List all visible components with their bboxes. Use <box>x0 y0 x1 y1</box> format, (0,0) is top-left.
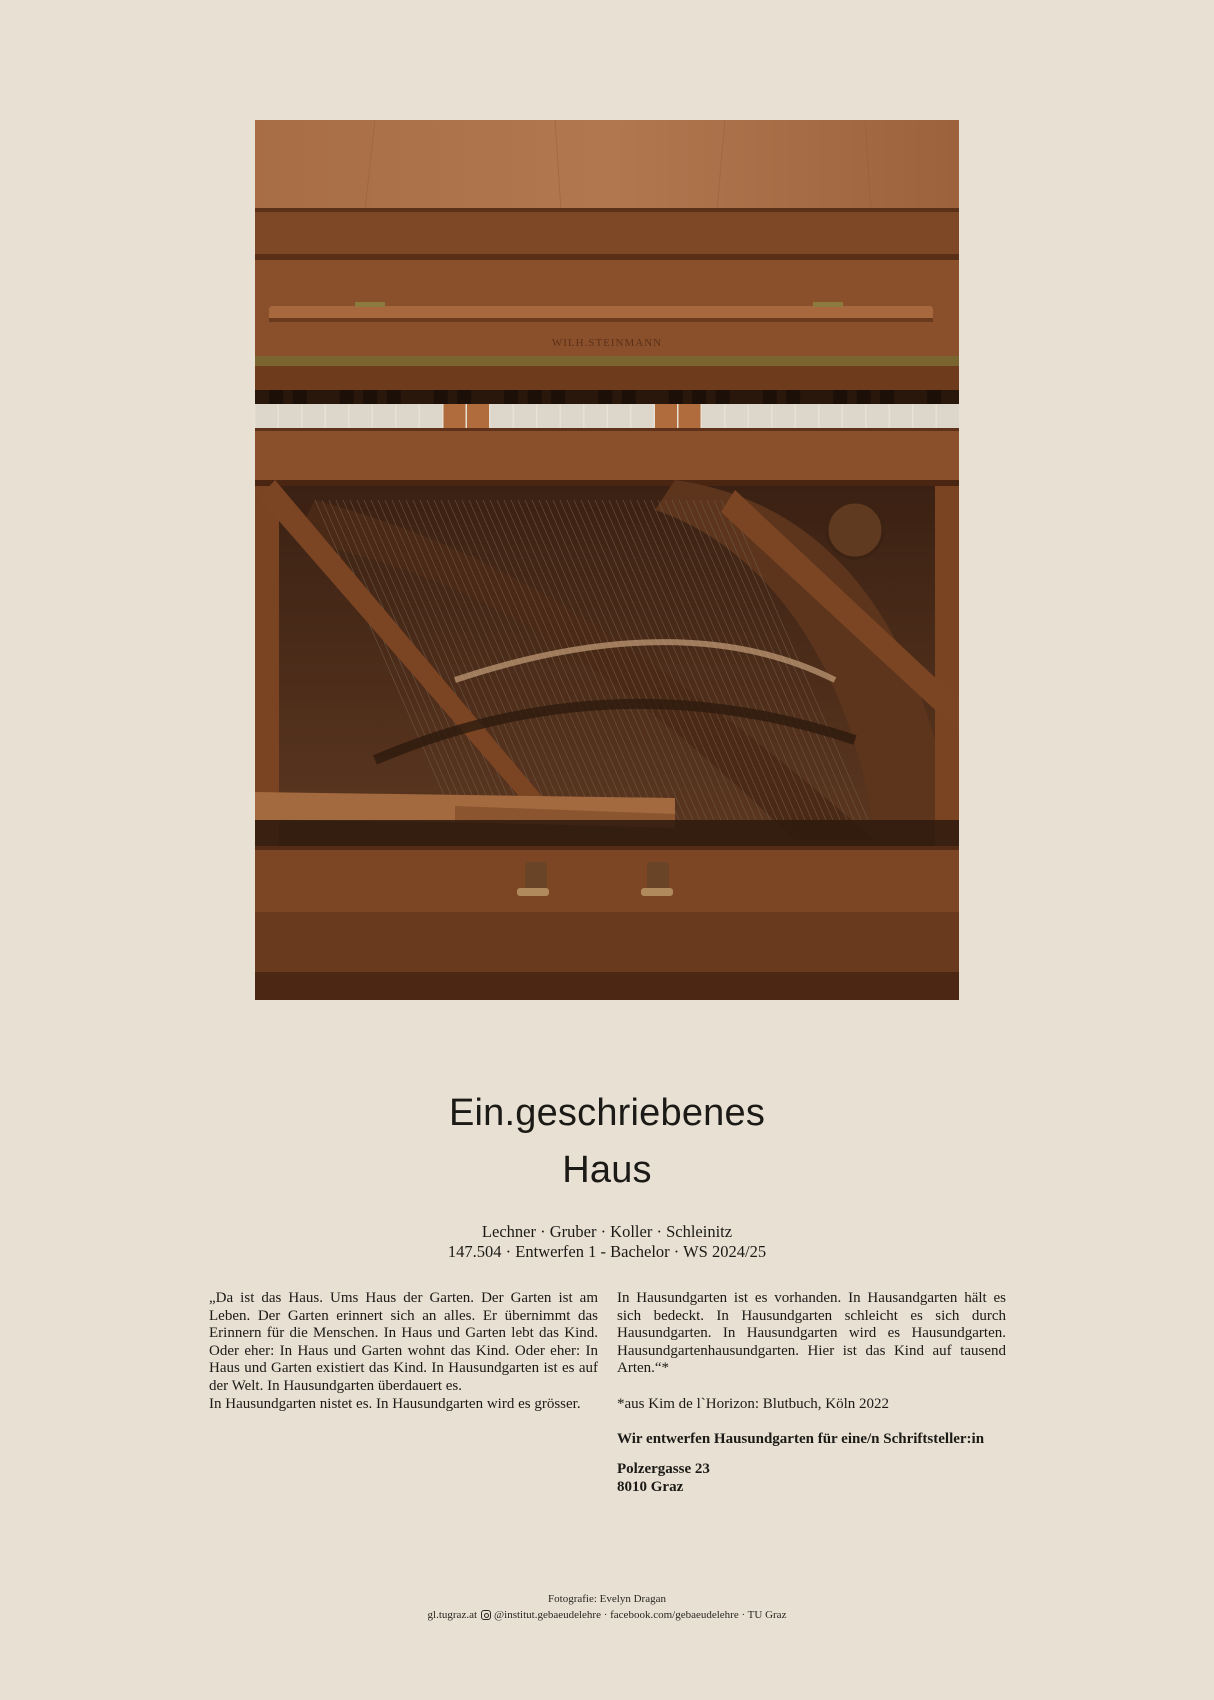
piano-black-key <box>669 390 683 404</box>
title-line-2: Haus <box>562 1149 652 1191</box>
piano-black-key <box>692 390 706 404</box>
piano-photo <box>255 120 959 1000</box>
piano-black-key <box>763 390 777 404</box>
quote-source: *aus Kim de l`Horizon: Blutbuch, Köln 2022 <box>617 1395 890 1412</box>
piano-black-key <box>293 390 307 404</box>
quote-continuation: In Hausundgarten ist es vorhanden. In Hausandgarten hält es sich bedeckt. In Hausundgarten schleicht es sich durch Hausundgarten. In Hausundgarten wird es Hausundgarten. Hausundgartenhausundgarten. Hier ist das Kind auf tausend Arten.“* <box>617 1290 1006 1377</box>
piano-black-key <box>833 390 847 404</box>
piano-key <box>608 404 630 428</box>
piano-black-key <box>857 390 871 404</box>
text-column-left <box>209 1290 598 1413</box>
piano-black-key <box>786 390 800 404</box>
address-street: Polzergasse 23 <box>617 1461 710 1478</box>
piano-key <box>890 404 912 428</box>
piano-key <box>561 404 583 428</box>
social-links[interactable]: @institut.gebaeudelehre · facebook.com/gebaeudelehre · TU Graz <box>494 1609 787 1621</box>
piano-black-key <box>387 390 401 404</box>
piano-key <box>373 404 395 428</box>
piano-black-key <box>880 390 894 404</box>
piano-key <box>843 404 865 428</box>
piano-key <box>702 404 724 428</box>
piano-black-key <box>551 390 565 404</box>
piano-key <box>914 404 936 428</box>
instagram-icon[interactable] <box>481 1610 491 1620</box>
piano-key <box>279 404 301 428</box>
piano-key <box>303 404 325 428</box>
piano-black-key <box>716 390 730 404</box>
title-line-1: Ein.geschriebenes <box>448 1092 766 1134</box>
piano-black-key <box>622 390 636 404</box>
piano-key <box>350 404 372 428</box>
quote-paragraph: „Da ist das Haus. Ums Haus der Garten. Der Garten ist am Leben. Der Garten erinnert sich an alles. Er übernimmt das Erinnern für die Menschen. In Haus und Garten lebt das Kind. Oder eher: In Haus und Garten wohnt das Kind. Oder eher: In Haus und Garten existiert das Kind. In Hausundgarten ist es auf der Welt. In Hausundgarten überdauert es. <box>209 1290 598 1394</box>
piano-black-key <box>269 390 283 404</box>
piano-key <box>420 404 442 428</box>
piano-key <box>679 404 701 428</box>
piano-black-key <box>504 390 518 404</box>
piano-key <box>256 404 278 428</box>
piano-key <box>467 404 489 428</box>
piano-key <box>796 404 818 428</box>
piano-illustration <box>255 120 959 1000</box>
piano-black-key <box>340 390 354 404</box>
piano-key <box>491 404 513 428</box>
quote-last-line: In Hausundgarten nistet es. In Hausundgarten wird es grösser. <box>209 1395 581 1412</box>
piano-key <box>937 404 959 428</box>
piano-key <box>867 404 889 428</box>
address-city: 8010 Graz <box>617 1478 684 1495</box>
piano-key <box>820 404 842 428</box>
piano-key <box>397 404 419 428</box>
course-info: 147.504 · Entwerfen 1 - Bachelor · WS 2024/25 <box>447 1242 767 1261</box>
footer-links <box>0 1608 1214 1623</box>
photo-credit: Fotografie: Evelyn Dragan <box>548 1593 666 1605</box>
piano-key <box>655 404 677 428</box>
brand-label: WILH.STEINMANN <box>551 337 663 349</box>
website-link[interactable]: gl.tugraz.at <box>427 1609 478 1621</box>
piano-black-key <box>598 390 612 404</box>
piano-key <box>514 404 536 428</box>
piano-black-key <box>927 390 941 404</box>
piano-key <box>773 404 795 428</box>
piano-key <box>326 404 348 428</box>
piano-black-key <box>434 390 448 404</box>
piano-black-key <box>457 390 471 404</box>
piano-key <box>538 404 560 428</box>
poster-title <box>0 1085 1214 1199</box>
piano-key <box>632 404 654 428</box>
piano-black-key <box>528 390 542 404</box>
piano-key <box>726 404 748 428</box>
piano-key <box>749 404 771 428</box>
authors: Lechner · Gruber · Koller · Schleinitz <box>481 1222 733 1241</box>
design-task: Wir entwerfen Hausundgarten für eine/n Schriftsteller:in <box>617 1430 985 1447</box>
piano-black-key <box>363 390 377 404</box>
course-credits <box>0 1222 1214 1262</box>
text-column-right <box>617 1290 1006 1497</box>
piano-key <box>444 404 466 428</box>
piano-key <box>585 404 607 428</box>
